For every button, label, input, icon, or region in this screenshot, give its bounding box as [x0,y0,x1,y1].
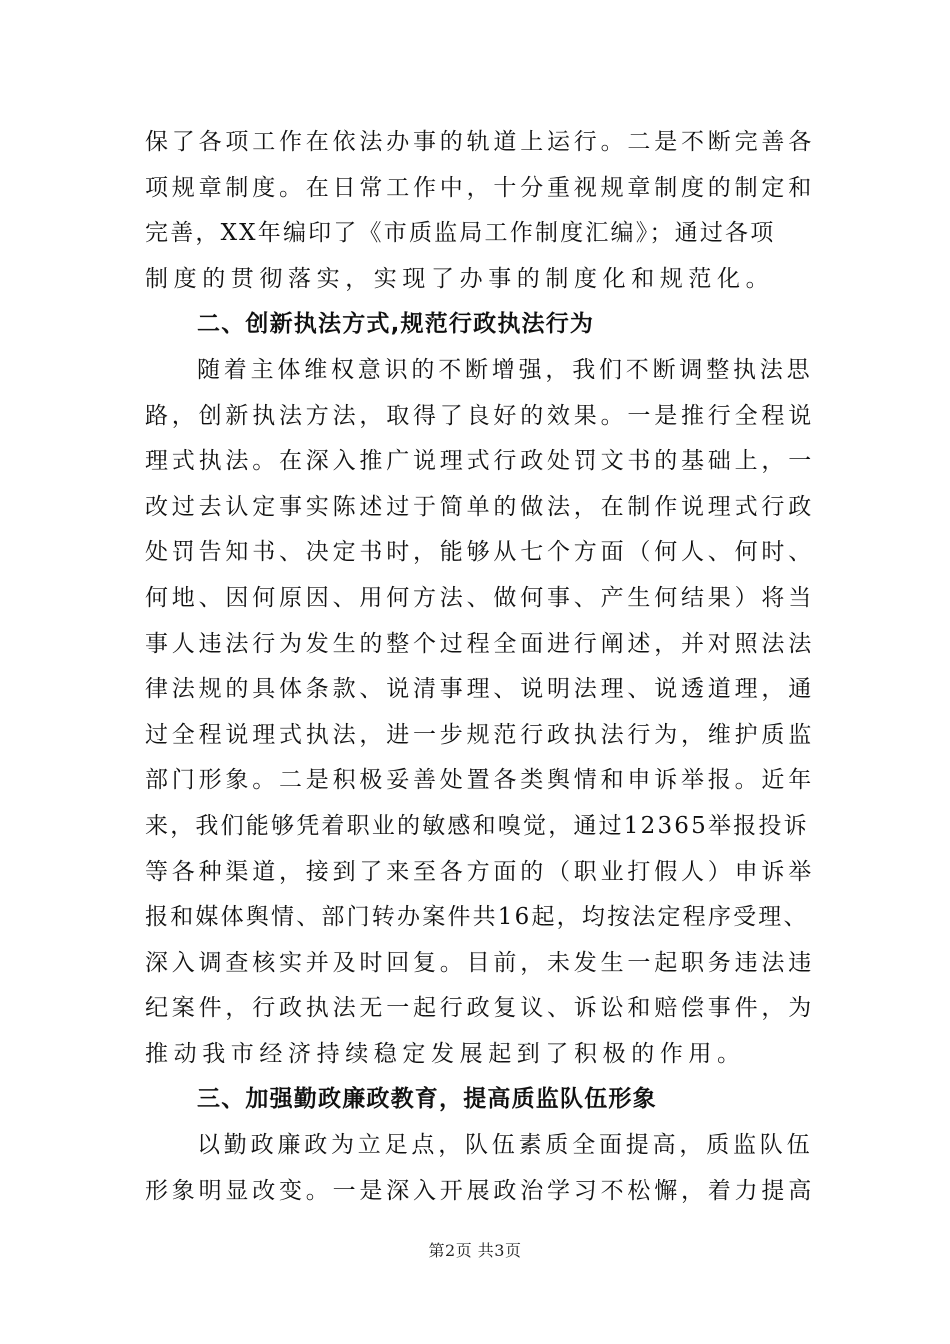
paragraph-line: 部门形象。二是积极妥善处置各类舆情和申诉举报。近年 [145,767,815,794]
paragraph-line: 以勤政廉政为立足点，队伍素质全面提高，质监队伍 [197,1132,814,1159]
paragraph-line: 完善，XX年编印了《市质监局工作制度汇编》；通过各项 [145,220,776,247]
paragraph-line: 随着主体维权意识的不断增强，我们不断调整执法思 [197,356,814,383]
paragraph-line: 推动我市经济持续稳定发展起到了积极的作用。 [145,1040,746,1067]
paragraph-line: 处罚告知书、决定书时，能够从七个方面（何人、何时、 [145,539,815,566]
paragraph-line: 律法规的具体条款、说清事理、说明法理、说透道理，通 [145,676,815,703]
paragraph-line: 来，我们能够凭着职业的敏感和嗅觉，通过12365举报投诉 [145,812,809,839]
section-heading: 三、加强勤政廉政教育，提高质监队伍形象 [197,1086,657,1113]
paragraph-line: 深入调查核实并及时回复。目前，未发生一起职务违法违 [145,949,815,976]
page-number-footer: 第2页 共3页 [428,1241,522,1260]
paragraph-line: 理式执法。在深入推广说理式行政处罚文书的基础上，一 [145,448,815,475]
paragraph-line: 制度的贯彻落实，实现了办事的制度化和规范化。 [145,265,775,292]
paragraph-line: 形象明显改变。一是深入开展政治学习不松懈，着力提高 [145,1177,815,1204]
paragraph-line: 等各种渠道，接到了来至各方面的（职业打假人）申诉举 [145,858,815,885]
section-heading: 二、创新执法方式,规范行政执法行为 [197,311,595,338]
paragraph-line: 纪案件，行政执法无一起行政复议、诉讼和赔偿事件，为 [145,995,815,1022]
paragraph-line: 过全程说理式执法，进一步规范行政执法行为，维护质监 [145,721,815,748]
paragraph-line: 路，创新执法方法，取得了良好的效果。一是推行全程说 [145,402,815,429]
paragraph-line: 项规章制度。在日常工作中，十分重视规章制度的制定和 [145,174,815,201]
paragraph-line: 事人违法行为发生的整个过程全面进行阐述，并对照法法 [145,630,815,657]
paragraph-line: 报和媒体舆情、部门转办案件共16起，均按法定程序受理、 [145,904,809,931]
paragraph-line: 改过去认定事实陈述过于简单的做法，在制作说理式行政 [145,493,815,520]
document-body [145,120,815,1214]
paragraph-line: 保了各项工作在依法办事的轨道上运行。二是不断完善各 [145,129,815,155]
paragraph-line: 何地、因何原因、用何方法、做何事、产生何结果）将当 [145,584,815,611]
